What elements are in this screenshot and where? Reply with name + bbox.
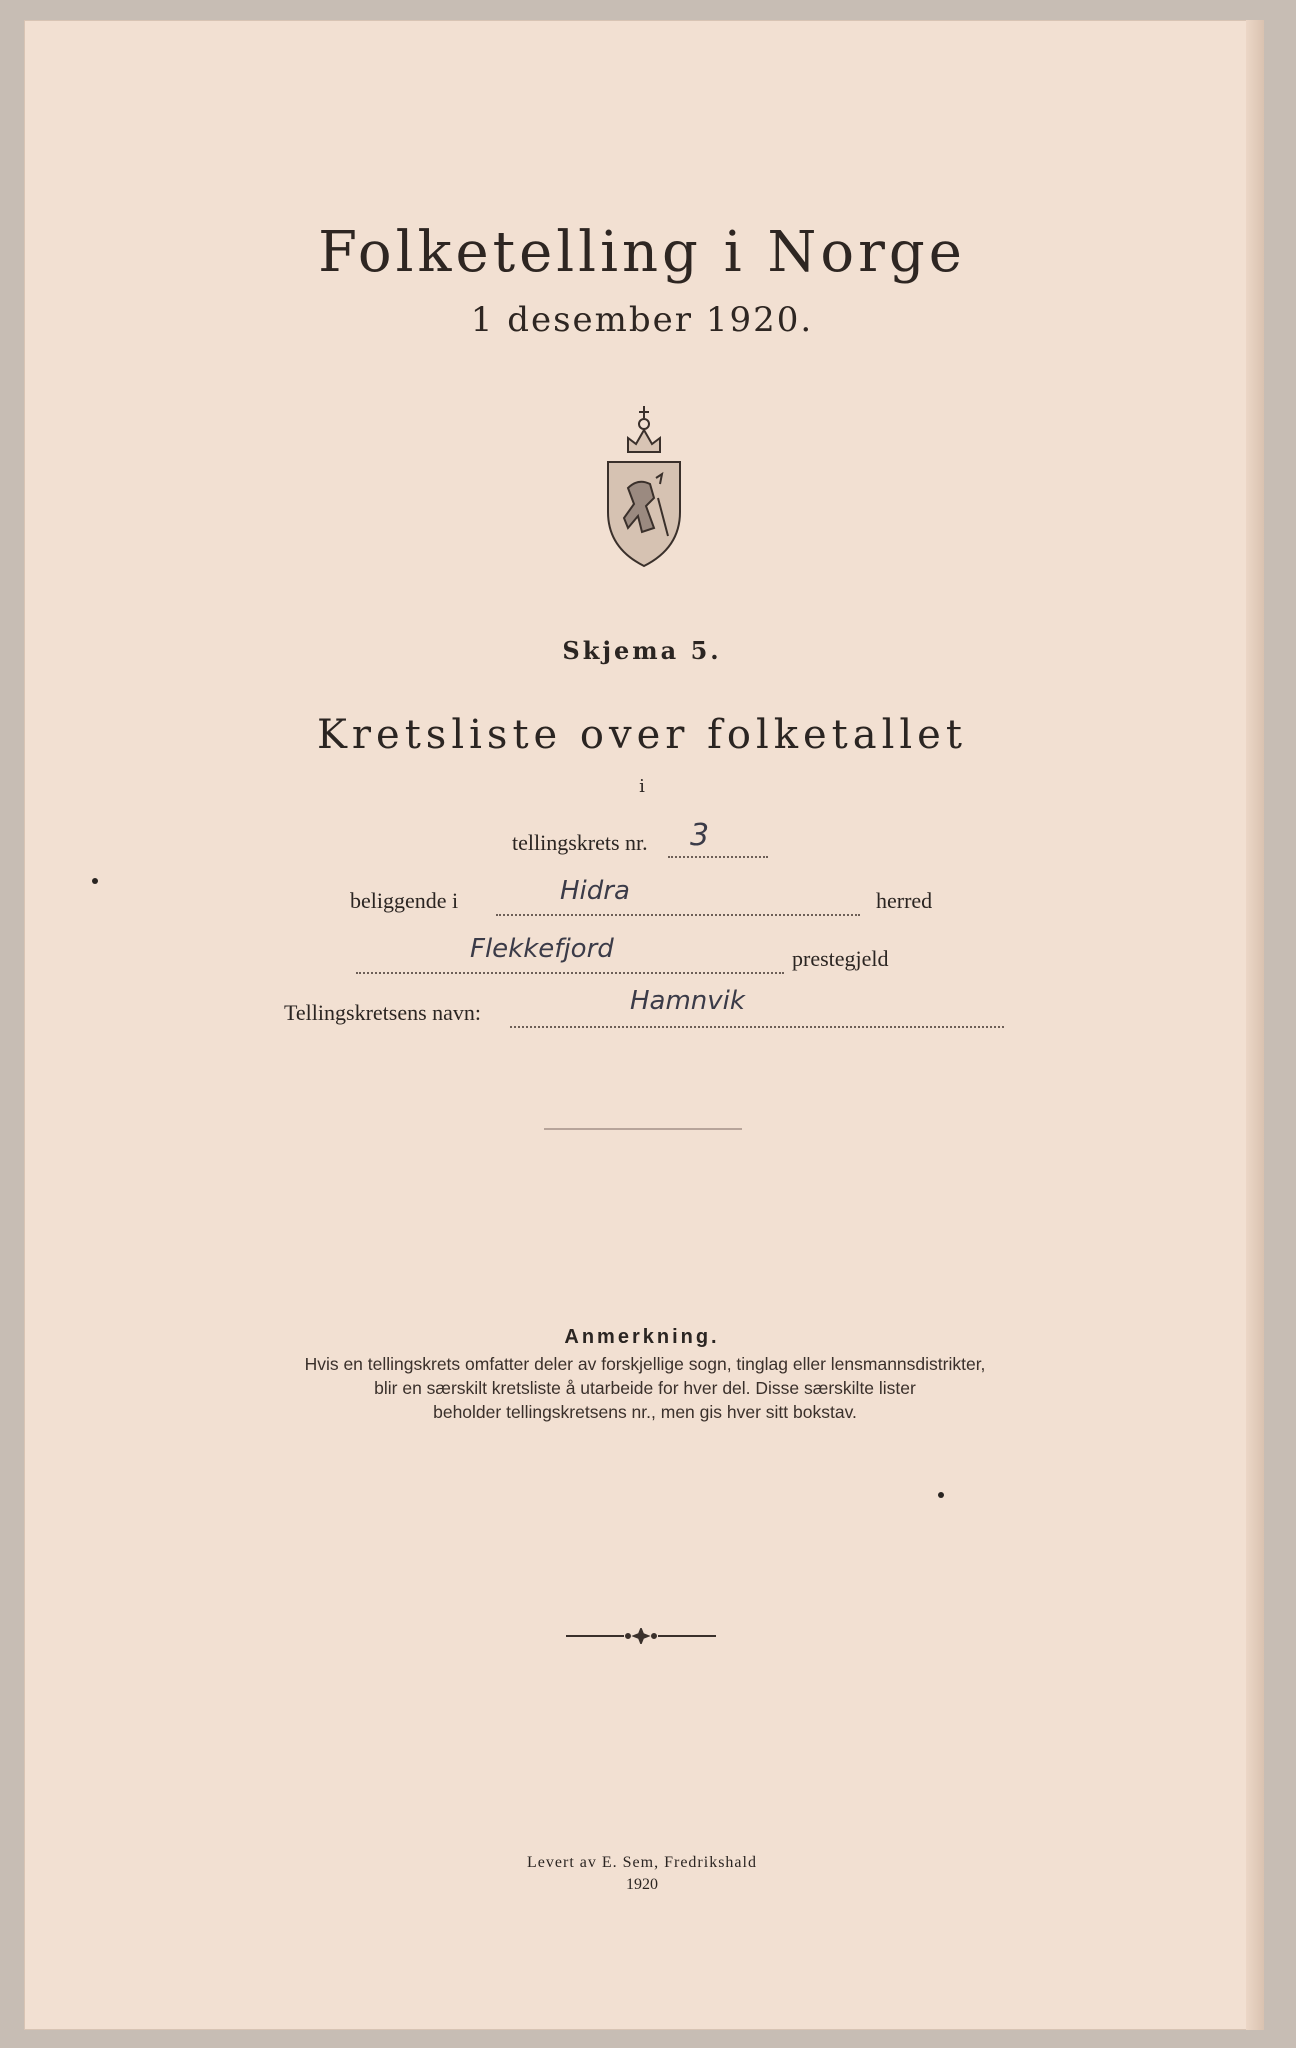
section-divider	[544, 1128, 742, 1130]
ornament-divider-icon	[566, 1628, 716, 1644]
anmerkning-line-2: blir en særskilt kretsliste å utarbeide for hver del. Disse særskilte lister	[374, 1378, 916, 1398]
ink-speck	[938, 1492, 944, 1498]
navn-label: Tellingskretsens navn:	[284, 1000, 482, 1025]
herred-value: Hidra	[560, 876, 630, 906]
printer-year: 1920	[626, 1876, 658, 1893]
prestegjeld-label: prestegjeld	[792, 946, 889, 971]
krets-field	[668, 828, 768, 858]
anmerkning-line-3: beholder tellingskretsens nr., men gis hver sitt bokstav.	[433, 1402, 857, 1422]
printer-credit: Levert av E. Sem, Fredrikshald	[527, 1854, 757, 1871]
krets-value: 3	[690, 818, 710, 853]
ink-speck	[92, 878, 98, 884]
herred-field	[496, 886, 860, 916]
navn-value: Hamnvik	[630, 986, 745, 1016]
schema-number: Skjema 5.	[562, 636, 722, 665]
anmerkning-line-1: Hvis en tellingskrets omfatter deler av forskjellige sogn, tinglag eller lensmannsdistrikter,	[304, 1354, 986, 1374]
prestegjeld-value: Flekkefjord	[470, 934, 614, 964]
census-date: 1 desember 1920.	[470, 300, 814, 340]
krets-label: tellingskrets nr.	[512, 830, 648, 855]
form-heading: Kretsliste over folketallet	[317, 712, 967, 758]
connector-i: i	[639, 776, 645, 797]
navn-field	[510, 998, 1004, 1028]
herred-label: herred	[876, 888, 933, 913]
norwegian-coat-of-arms-icon	[598, 400, 690, 570]
page-title: Folketelling i Norge	[318, 220, 966, 285]
anmerkning-heading: Anmerkning.	[564, 1326, 720, 1348]
beliggende-label: beliggende i	[350, 888, 459, 913]
